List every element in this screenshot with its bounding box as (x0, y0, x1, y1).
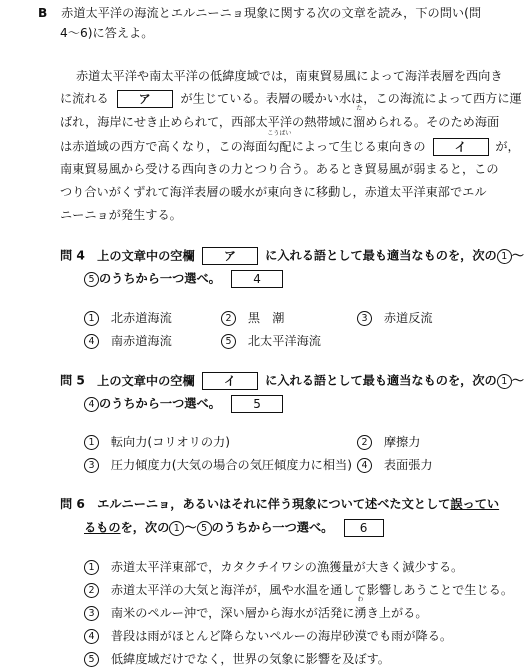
q5-option-2: 2 摩擦力 (357, 434, 420, 450)
q4-option-2: 2 黒 潮 (221, 310, 284, 326)
section-intro: 赤道太平洋の海流とエルニーニョ現象に関する次の文章を読み，下の問い(問 (61, 6, 482, 20)
q6-label: 問 6 (60, 497, 85, 511)
q4-answer-box: 4 (231, 270, 283, 288)
q5-stem-line-2: 4 のうちから一つ選べ。 5 (84, 395, 283, 413)
q6-option-1: 1 赤道太平洋東部で，カタクチイワシの漁獲量が大きく減少する。 (84, 559, 463, 575)
q4-option-4: 4 南赤道海流 (84, 333, 172, 349)
blank-i: イ (433, 138, 489, 156)
q4-stem-line-1: 問 4 上の文章中の空欄 ア に入れる語として最も適当なものを，次の 1 ～ (60, 248, 524, 263)
q6-option-2: 2 赤道太平洋の大気と海洋が，風や水温を通して影響しあうことで生じる。 (84, 582, 513, 598)
q6-option-5: 5 低緯度域だけでなく，世界の気象に影響を及ぼす。 (84, 651, 390, 667)
q6-option-4: 4 普段は雨がほとんど降らないペルーの海岸砂漠でも雨が降る。 (84, 628, 452, 644)
ruby-kobai: こうばい 勾配 (267, 129, 292, 154)
q4-blank: ア (202, 247, 258, 265)
blank-a: ア (117, 90, 173, 108)
passage-line-1: 赤道太平洋や南太平洋の低緯度域では，南東貿易風によって海洋表層を西向き (76, 69, 503, 83)
passage-line-3: ばれ，海岸にせき止められて，西部太平洋の熱帯域に た 溜められる。そのため海面 (60, 105, 500, 129)
q5-answer-box: 5 (231, 395, 283, 413)
ruby-tameru: た 溜 (353, 105, 366, 129)
q5-option-3: 3 圧力傾度力(大気の場合の気圧傾度力に相当) (84, 457, 352, 473)
section-heading (38, 5, 481, 21)
section-intro-2: 4～6)に答えよ。 (60, 26, 154, 40)
q6-stem-line-2: るものを，次の 1 ～ 5 のうちから一つ選べ。 6 (84, 519, 384, 537)
q4-label: 問 4 (60, 248, 85, 263)
q6-answer-box: 6 (344, 519, 384, 537)
q6-emphasis: 誤ってい (450, 497, 500, 511)
q5-option-4: 4 表面張力 (357, 457, 433, 473)
q5-blank: イ (202, 372, 258, 390)
q5-label: 問 5 (60, 373, 85, 388)
q6-option-3: 3 南米のペルー沖で，深い層から海水が活発に わ 湧き上がる。 (84, 605, 428, 621)
passage-line-5: 南東貿易風から受ける西向きの力とつり合う。あるとき貿易風が弱まると，この (60, 162, 499, 176)
q5-stem-line-1: 問 5 上の文章中の空欄 イ に入れる語として最も適当なものを，次の 1 ～ (60, 373, 524, 388)
passage-line-7: ニーニョが発生する。 (60, 208, 182, 222)
q6-stem-line-1: 問 6 エルニーニョ，あるいはそれに伴う現象について述べた文として誤ってい (60, 497, 500, 511)
q4-option-1: 1 北赤道海流 (84, 310, 172, 326)
q4-option-3: 3 赤道反流 (357, 310, 433, 326)
q4-option-5: 5 北太平洋海流 (221, 333, 321, 349)
q5-option-1: 1 転向力(コリオリの力) (84, 434, 230, 450)
ruby-waku: わ 湧 (354, 596, 367, 620)
passage-line-6: つり合いがくずれて海洋表層の暖水が東向きに移動し，赤道太平洋東部でエル (60, 185, 487, 199)
passage-line-4: は赤道域の西方で高くなり，この海面 こうばい 勾配によって生じる東向きの イ が， (60, 129, 520, 154)
q4-stem-line-2: 5 のうちから一つ選べ。 4 (84, 270, 283, 288)
section-letter: B (38, 6, 48, 20)
passage-line-2: に流れる ア が生じている。表層の暖かい水は，この海流によって西方に運 (60, 91, 522, 106)
